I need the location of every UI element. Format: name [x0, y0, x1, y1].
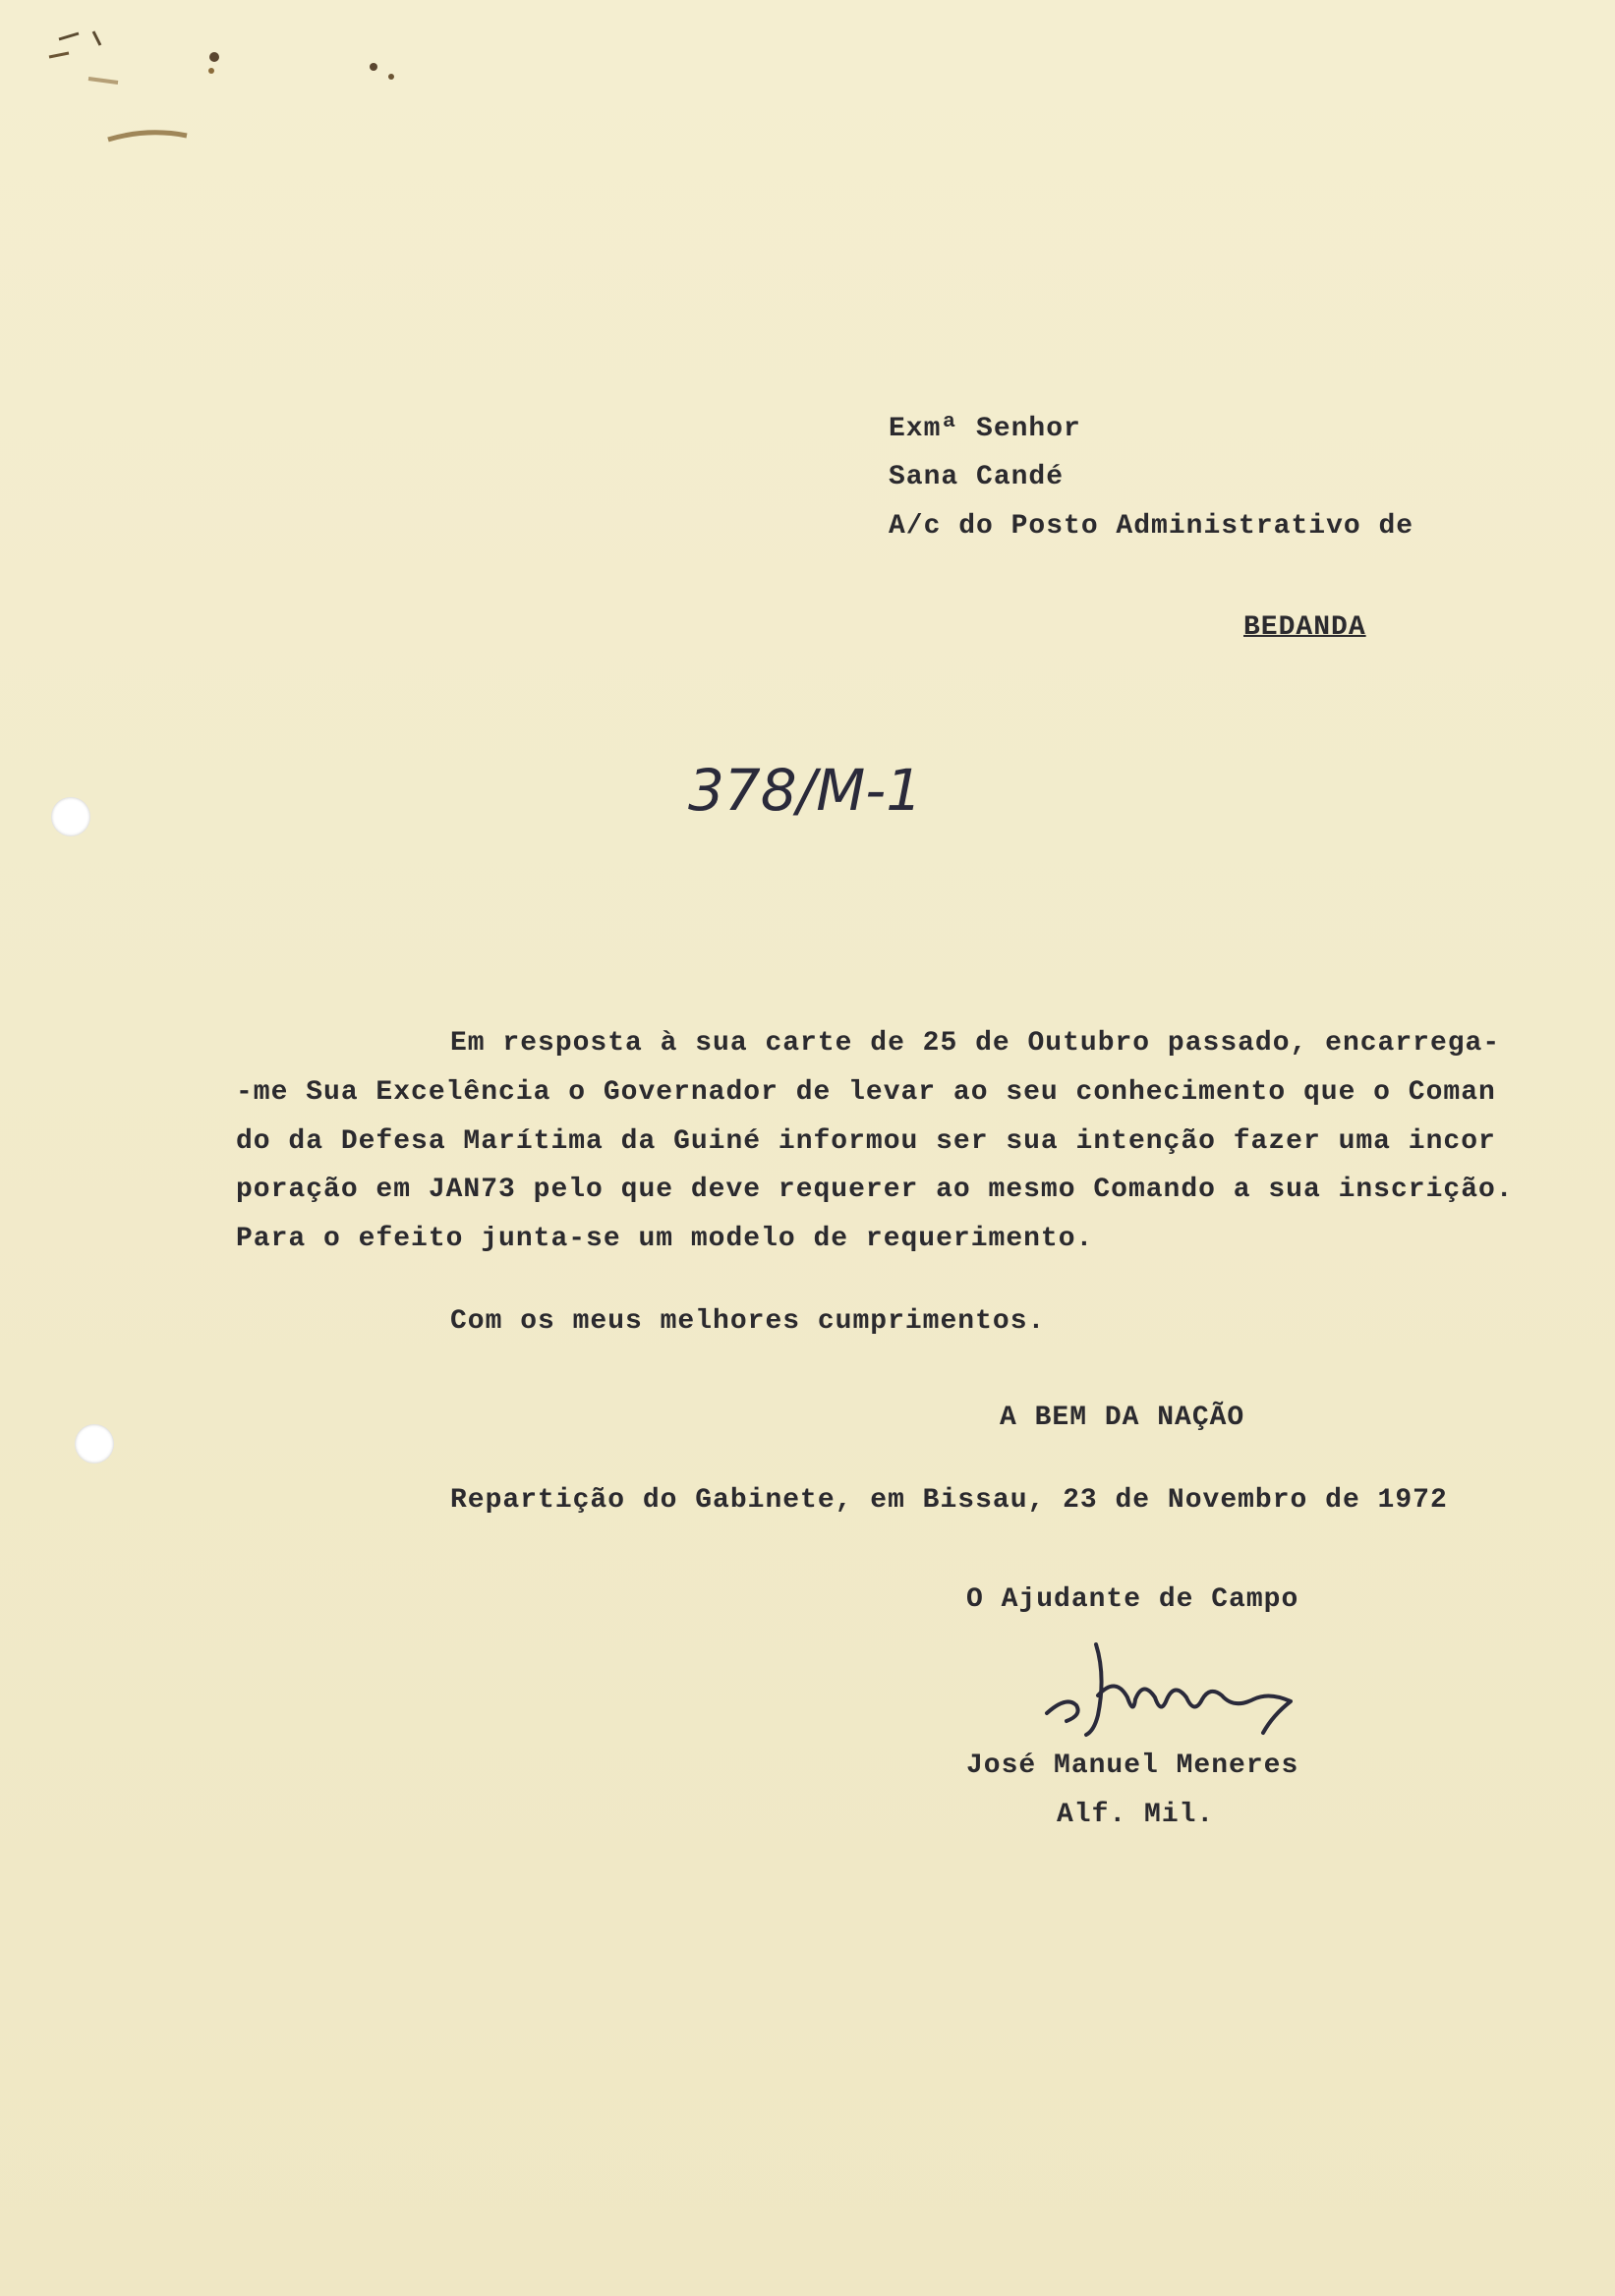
- punch-hole-upper: [51, 797, 90, 836]
- stain-marks: [39, 20, 452, 177]
- address-place: BEDANDA: [1243, 612, 1366, 643]
- signatory-name: José Manuel Meneres: [966, 1751, 1299, 1781]
- punch-hole-lower: [75, 1424, 114, 1464]
- signature: [1037, 1636, 1312, 1745]
- reference-number: 378/M-1: [688, 757, 923, 824]
- body-line-1: Em resposta à sua carte de 25 de Outubro passado, encarrega-: [450, 1028, 1501, 1059]
- body-line-3: do da Defesa Marítima da Guiné informou ser sua intenção fazer uma incor: [236, 1126, 1496, 1157]
- motto: A BEM DA NAÇÃO: [1000, 1403, 1245, 1433]
- signatory-rank: Alf. Mil.: [1057, 1800, 1215, 1830]
- signatory-role: O Ajudante de Campo: [966, 1584, 1299, 1615]
- address-care-of: A/c do Posto Administrativo de: [889, 511, 1414, 542]
- address-recipient-name: Sana Candé: [889, 462, 1065, 492]
- place-date: Repartição do Gabinete, em Bissau, 23 de Novembro de 1972: [450, 1485, 1448, 1516]
- body-line-4: poração em JAN73 pelo que deve requerer ao mesmo Comando a sua inscrição.: [236, 1175, 1514, 1205]
- body-line-5: Para o efeito junta-se um modelo de requerimento.: [236, 1224, 1094, 1254]
- address-salutation: Exmª Senhor: [889, 414, 1081, 444]
- body-line-2: -me Sua Excelência o Governador de levar ao seu conhecimento que o Coman: [236, 1077, 1496, 1108]
- closing: Com os meus melhores cumprimentos.: [450, 1306, 1046, 1337]
